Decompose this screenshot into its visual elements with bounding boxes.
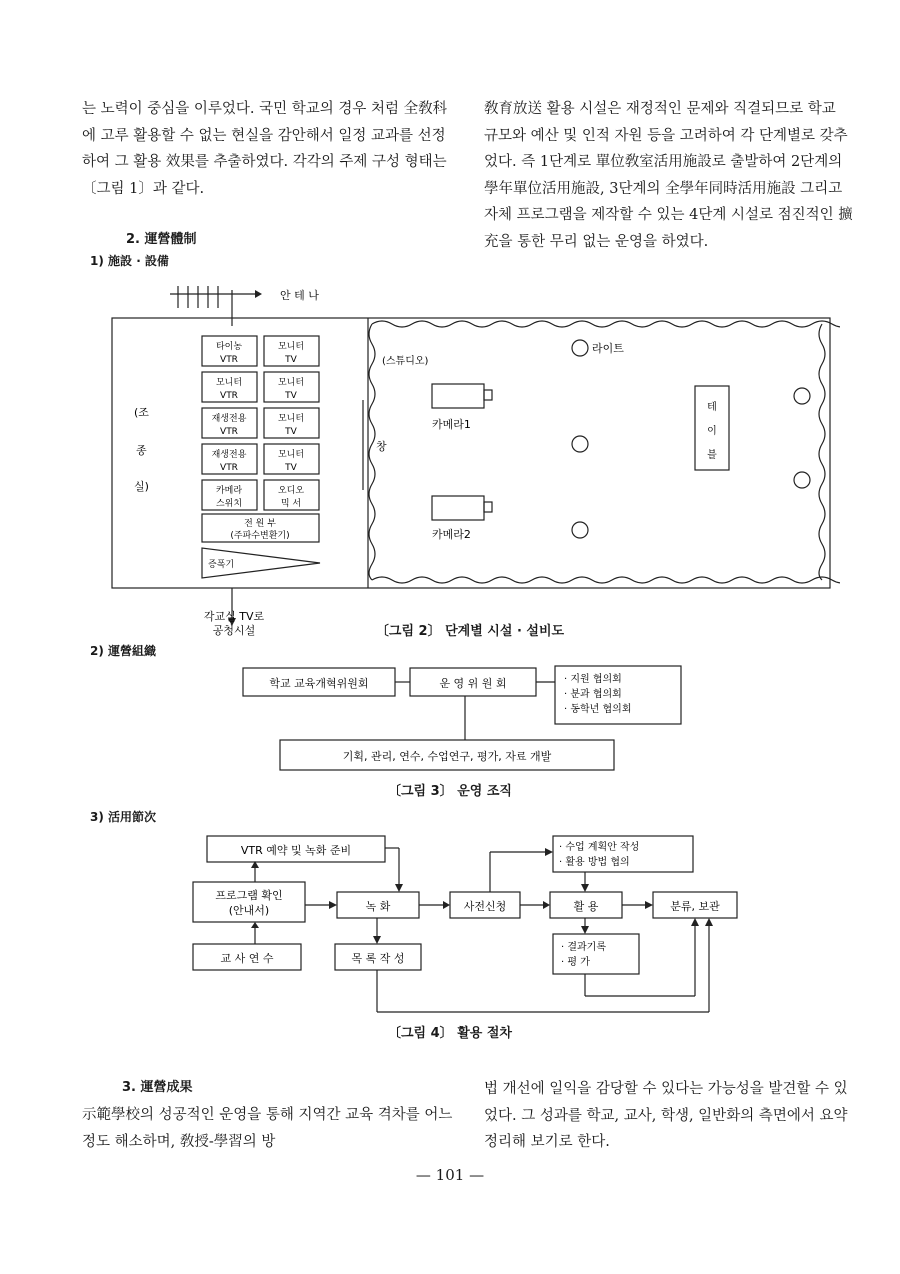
right-top-text: 敎育放送 활용 시설은 재정적인 문제와 직결되므로 학교 규모와 예산 및 인적 자원 등을 고려하여 각 단계별로 갖추었다. 즉 1단계로 單位敎室活用施設로 출발하여 2단계의 學年單位活用施設, 3단계의 全學年同時活用施設 그리고 자체 프로그램을 제작할 수 있는 4단계 시설로 점진적인 擴充을 통한 무리 없는 운영을 하였다. bbox=[484, 101, 853, 250]
equip-label: 믹 서 bbox=[280, 499, 302, 509]
left-bottom-text: 示範學校의 성공적인 운영을 통해 지역간 교육 격차를 어느 정도 해소하며, 敎授-學習의 방 bbox=[82, 1107, 453, 1150]
equip-label: TV bbox=[285, 355, 297, 365]
lesson-plan-item: · 수업 계획안 작성 bbox=[559, 842, 640, 853]
equip-label: 모니터 bbox=[277, 342, 305, 352]
tv-note-line2: 공청시설 bbox=[212, 624, 256, 637]
equip-label: 모니터 bbox=[215, 378, 243, 388]
equip-label: TV bbox=[285, 463, 297, 473]
operation-committee-box: 운 영 위 원 회 bbox=[439, 677, 507, 690]
equip-label: VTR bbox=[220, 355, 238, 365]
council-item: · 분과 협의회 bbox=[564, 689, 622, 700]
right-bottom-column bbox=[484, 1076, 854, 1156]
section3-heading: 3. 運營成果 bbox=[122, 1080, 193, 1095]
equip-label: 재생전용 bbox=[211, 414, 247, 424]
equip-label: 모니터 bbox=[277, 450, 305, 460]
sub3-heading: 3) 活用節次 bbox=[90, 810, 157, 824]
power-sub-label: (주파수변환기) bbox=[230, 531, 290, 541]
right-column-paragraph bbox=[484, 96, 854, 255]
equip-label: TV bbox=[285, 391, 297, 401]
light-label: 라이트 bbox=[592, 342, 624, 355]
camera2-label: 카메라2 bbox=[432, 528, 471, 541]
tv-note-line1: 각교실 TV로 bbox=[203, 610, 265, 623]
camera1-label: 카메라1 bbox=[432, 418, 471, 431]
pre-apply-box: 사전신청 bbox=[463, 900, 507, 913]
council-item: · 동학년 협의회 bbox=[564, 704, 632, 715]
teacher-training-box: 교 사 연 수 bbox=[220, 952, 274, 965]
program-check-box: 프로그램 확인 bbox=[215, 889, 283, 902]
use-box: 활 용 bbox=[573, 900, 599, 913]
figure-2-caption: 〔그림 2〕 단계별 시설 · 설비도 bbox=[375, 624, 565, 639]
figure-2-facility-diagram bbox=[110, 278, 840, 638]
sub2-heading: 2) 運營組織 bbox=[90, 644, 157, 658]
window-label: 창 bbox=[376, 440, 387, 453]
right-bottom-text: 법 개선에 일익을 감당할 수 있다는 가능성을 발견할 수 있었다. 그 성과를 학교, 교사, 학생, 일반화의 측면에서 요약 정리해 보기로 한다. bbox=[484, 1081, 848, 1150]
equip-label: 스위치 bbox=[215, 499, 243, 509]
page-number: — 101 — bbox=[415, 1166, 485, 1184]
sub1-heading: 1) 施設 · 設備 bbox=[90, 254, 169, 268]
equip-label: 카메라 bbox=[215, 486, 243, 496]
catalog-box: 목 록 작 성 bbox=[351, 952, 405, 965]
results-item: · 평 가 bbox=[561, 957, 590, 968]
power-label: 전 원 부 bbox=[244, 519, 276, 529]
equip-label: VTR bbox=[220, 391, 238, 401]
control-room-3: 실) bbox=[134, 480, 149, 493]
left-bottom-column bbox=[82, 1102, 454, 1155]
vtr-prep-box: VTR 예약 및 녹화 준비 bbox=[240, 844, 352, 857]
equip-label: 오디오 bbox=[277, 486, 305, 496]
figure-3-caption: 〔그림 3〕 운영 조직 bbox=[388, 784, 512, 799]
classify-box: 분류, 보관 bbox=[670, 900, 720, 913]
equip-label: TV bbox=[285, 427, 297, 437]
equip-label: 타이농 bbox=[215, 342, 243, 352]
figure-4-caption: 〔그림 4〕 활용 절차 bbox=[388, 1026, 512, 1041]
equip-label: 모니터 bbox=[277, 378, 305, 388]
equip-label: VTR bbox=[220, 463, 238, 473]
studio-label: (스튜디오) bbox=[382, 356, 429, 367]
council-item: · 지원 협의회 bbox=[564, 674, 622, 685]
amplifier-label: 증폭기 bbox=[208, 560, 235, 570]
equip-label: VTR bbox=[220, 427, 238, 437]
control-room-2: 종 bbox=[136, 444, 147, 457]
table-label: 블 bbox=[707, 450, 717, 461]
tasks-box: 기획, 관리, 연수, 수업연구, 평가, 자료 개발 bbox=[342, 750, 552, 763]
results-item: · 결과기록 bbox=[561, 942, 606, 953]
figure-4-usage-procedure bbox=[185, 826, 755, 1016]
reform-committee-box: 학교 교육개혁위원회 bbox=[269, 677, 369, 690]
control-room-1: (조 bbox=[134, 406, 149, 419]
figure-3-organization-chart bbox=[230, 660, 700, 775]
equip-label: 모니터 bbox=[277, 414, 305, 424]
recording-box: 녹 화 bbox=[365, 900, 391, 913]
left-top-text: 는 노력이 중심을 이루었다. 국민 학교의 경우 처럼 全敎科에 고루 활용할 수 없는 현실을 감안해서 일정 교과를 선정하여 그 활용 效果를 추출하였다. 각각의 주제 구성 형태는 〔그림 1〕과 같다. bbox=[82, 101, 448, 197]
equip-label: 재생전용 bbox=[211, 450, 247, 460]
left-column-paragraph bbox=[82, 96, 454, 202]
table-label: 이 bbox=[707, 426, 717, 437]
lesson-plan-item: · 활용 방법 협의 bbox=[559, 857, 630, 868]
section2-heading: 2. 運營體制 bbox=[126, 232, 197, 247]
table-label: 테 bbox=[707, 402, 717, 413]
program-check-sub: (안내서) bbox=[228, 904, 270, 917]
antenna-label: 안 테 나 bbox=[280, 289, 319, 302]
